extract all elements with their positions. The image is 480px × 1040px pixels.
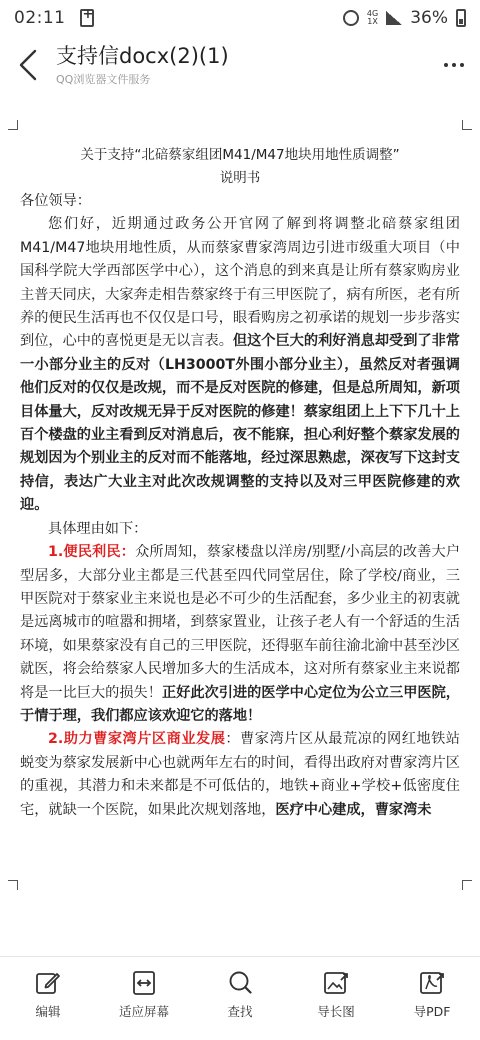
export-pdf-button[interactable] xyxy=(384,962,480,1040)
edit-icon xyxy=(35,970,61,996)
status-bar xyxy=(0,0,480,36)
paragraph-intro xyxy=(20,213,460,517)
battery-icon xyxy=(456,9,466,27)
greeting: 各位领导： xyxy=(20,193,91,209)
page-corner-mark xyxy=(462,880,472,890)
paragraph-intro-normal: 您们好，近期通过政务公开官网了解到将调整北碚蔡家组团M41/M47地块用地性质，从而蔡家曹家湾周边引进市级重大项目（中国科学院大学西部医学中心），这个消息的到来真是让所有蔡家购房业主普天同庆，大家奔走相告蔡家终于有三甲医院了，病有所医，老有所养的便民生活再也不仅仅是口号，眼看购房之初承诺的规划一步步落实到位，心中的喜悦更是无以言表。 xyxy=(20,216,460,350)
reasons-intro: 具体理由如下： xyxy=(48,520,148,537)
export-long-image-label: 导长图 xyxy=(317,1004,355,1019)
file-title: 支持信docx(2)(1) xyxy=(56,44,229,68)
search-button[interactable] xyxy=(192,962,288,1040)
battery-percent: 36% xyxy=(410,8,448,28)
export-long-image-button[interactable] xyxy=(288,962,384,1040)
status-time: 02:11 xyxy=(14,8,66,28)
page-corner-mark xyxy=(462,120,472,130)
network-type: 4G 1X xyxy=(366,9,379,26)
page-corner-mark xyxy=(8,120,18,130)
reason-2-normal: ：曹家湾片区从最荒凉的网红地铁站蜕变为蔡家发展新中心也就两年左右的时间，看得出政府对曹家湾片区的重视，其潜力和未来都是不可低估的，地铁+商业+学校+低密度住宅，就缺一个医院，如果此次规划落地， xyxy=(20,731,460,818)
edit-label: 编辑 xyxy=(35,1004,61,1019)
more-dot-icon xyxy=(452,63,456,67)
reason-2-heading: 2.助力曹家湾片区商业发展 xyxy=(48,731,226,748)
more-menu-button[interactable] xyxy=(428,36,480,94)
search-label: 查找 xyxy=(227,1004,253,1019)
document-page[interactable] xyxy=(0,96,480,956)
reason-1-bold: 正好此次引进的医学中心定位为公立三甲医院，于情于理，我们都应该欢迎它的落地！ xyxy=(20,684,460,724)
notification-icon xyxy=(80,9,94,27)
reason-1-normal: 众所周知，蔡家楼盘以洋房/别墅/小高层的改善大户型居多，大部分业主都是三代甚至四代同堂居住，除了学校/商业，三甲医院对于蔡家业主来说也是必不可少的生活配套，多少业主的初衷就是远离城市的喧嚣和拥堵，到蔡家置业，让孩子老人有一个舒适的生活环境，如果蔡家没有自己的三甲医院，还得驱车前往渝北渝中甚至沙区就医，将会给蔡家人民增加多大的生活成本，这对所有蔡家业主来说都将是一比巨大的损失！ xyxy=(20,544,461,701)
reason-1 xyxy=(20,541,460,728)
paragraph-intro-bold: 但这个巨大的利好消息却受到了非常一小部分业主的反对（LH3000T外围小部分业主），虽然反对者强调他们反对的仅仅是改规，而不是反对医院的修建，但是总所周知，新项目体量大，反对改规无异于反对医院的修建！蔡家组团上上下下几十上百个楼盘的业主看到反对消息后，夜不能寐，担心利好整个蔡家发展的规划因为个别业主的反对而不能落地，经过深思熟虑，深夜写下这封支持信，表达广大业主对此次改规调整的支持以及对三甲医院修建的欢迎。 xyxy=(20,333,460,514)
reason-2-bold: 医疗中心建成，曹家湾未 xyxy=(275,801,432,818)
back-button[interactable] xyxy=(0,36,56,94)
document-title: 关于支持“北碚蔡家组团M41/M47地块用地性质调整” xyxy=(80,147,400,163)
edit-button[interactable] xyxy=(0,962,96,1040)
export-pdf-label: 导PDF xyxy=(413,1004,451,1019)
export-image-icon xyxy=(323,970,349,996)
more-dot-icon xyxy=(444,63,448,67)
file-subtitle: QQ浏览器文件服务 xyxy=(56,73,151,86)
reason-1-heading: 1.便民利民： xyxy=(48,544,136,561)
back-arrow-icon xyxy=(18,49,38,81)
fit-screen-icon xyxy=(131,970,157,996)
document-body xyxy=(20,190,460,822)
header-titles xyxy=(56,43,428,87)
export-pdf-icon xyxy=(419,970,445,996)
document-subtitle: 说明书 xyxy=(219,170,261,186)
status-right xyxy=(343,8,466,28)
app-header xyxy=(0,36,480,94)
bottom-toolbar xyxy=(0,962,480,1040)
reason-2 xyxy=(20,728,460,822)
fit-screen-button[interactable] xyxy=(96,962,192,1040)
search-icon xyxy=(227,970,253,996)
toolbar-divider xyxy=(0,956,480,957)
more-dot-icon xyxy=(460,63,464,67)
alarm-icon xyxy=(343,10,359,26)
signal-icon xyxy=(386,11,402,25)
page-corner-mark xyxy=(8,880,18,890)
fit-screen-label: 适应屏幕 xyxy=(118,1004,169,1019)
